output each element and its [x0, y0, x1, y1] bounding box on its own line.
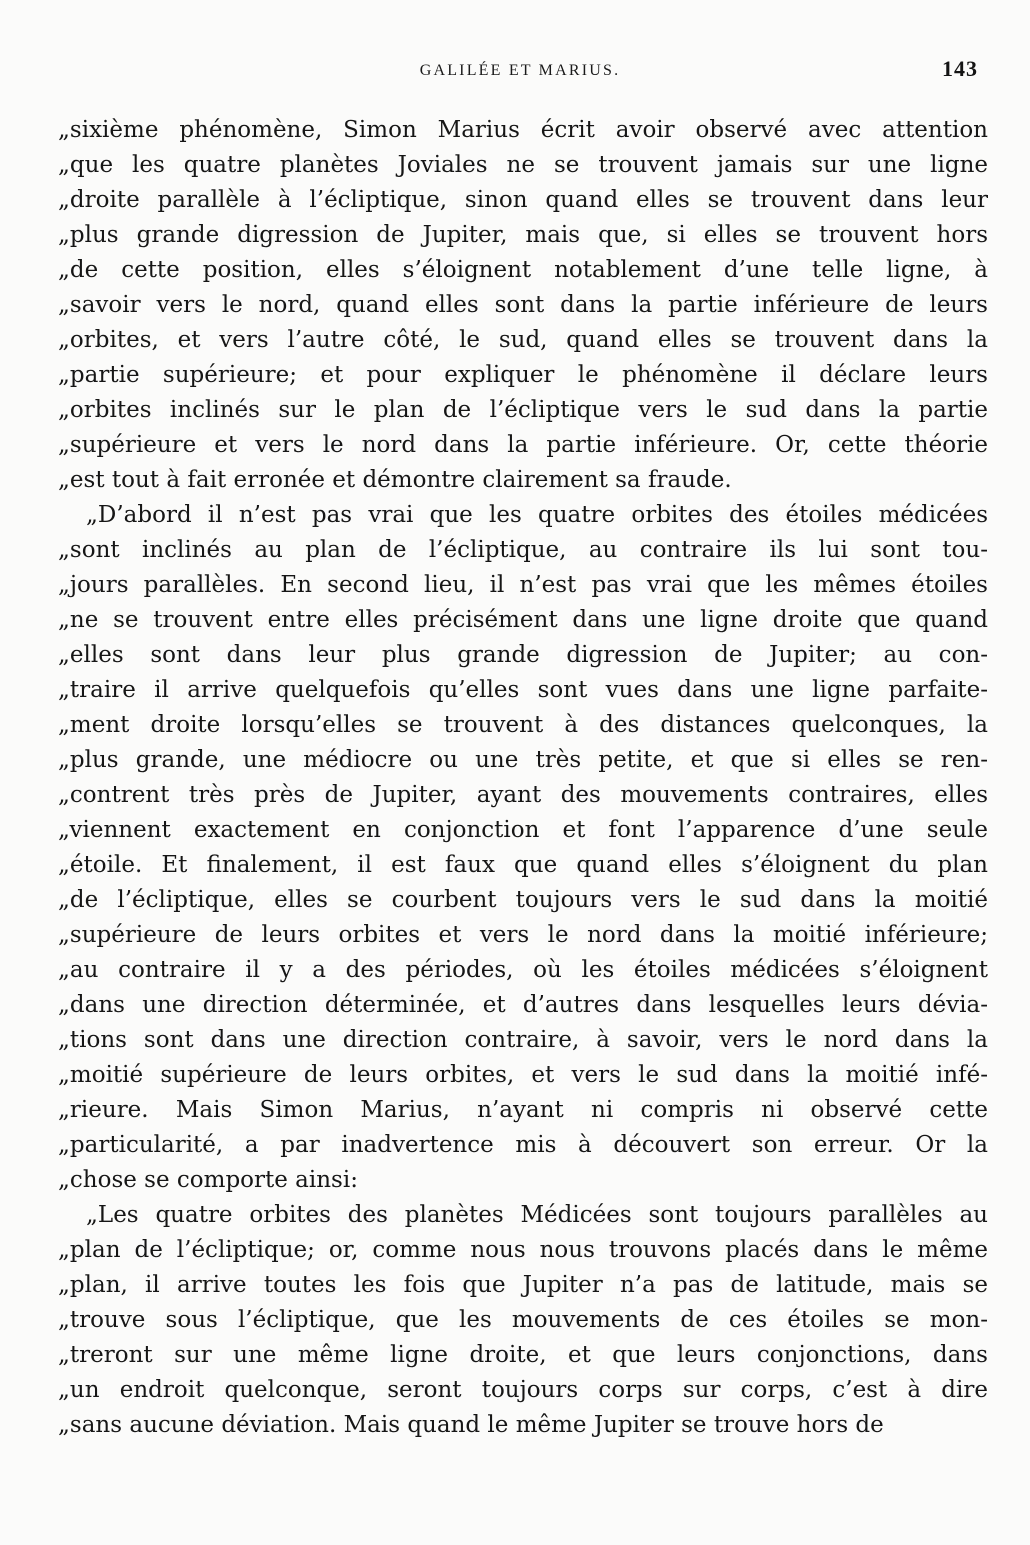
text-line: „traire il arrive quelquefois qu’elles sont vues dans une ligne parfaite- [58, 677, 988, 703]
text-line: „dans une direction déterminée, et d’autres dans lesquelles leurs dévia- [58, 992, 988, 1018]
text-line: „supérieure de leurs orbites et vers le nord dans la moitié inférieure; [58, 922, 988, 948]
page-number: 143 [942, 56, 978, 81]
text-line: „sont inclinés au plan de l’écliptique, au contraire ils lui sont tou- [58, 537, 988, 563]
text-line: „étoile. Et finalement, il est faux que quand elles s’éloignent du plan [58, 852, 988, 878]
text-line: „chose se comporte ainsi: [58, 1167, 358, 1193]
paragraph [58, 1198, 988, 1443]
text-line: „Les quatre orbites des planètes Médicées sont toujours parallèles au [86, 1202, 988, 1228]
text-line: „un endroit quelconque, seront toujours corps sur corps, c’est à dire [58, 1377, 988, 1403]
text-line: „particularité, a par inadvertence mis à découvert son erreur. Or la [58, 1132, 988, 1158]
text-line: „est tout à fait erronée et démontre clairement sa fraude. [58, 467, 732, 493]
text-line: „sixième phénomène, Simon Marius écrit avoir observé avec attention [58, 117, 988, 143]
paragraph [58, 113, 988, 498]
text-line: „plan, il arrive toutes les fois que Jupiter n’a pas de latitude, mais se [58, 1272, 988, 1298]
text-line: „ment droite lorsqu’elles se trouvent à des distances quelconques, la [58, 712, 988, 738]
body-text [58, 113, 988, 1443]
text-line: „partie supérieure; et pour expliquer le phénomène il déclare leurs [58, 362, 988, 388]
running-head-title: GALILÉE ET MARIUS. [419, 62, 621, 79]
text-line: „au contraire il y a des périodes, où les étoiles médicées s’éloignent [58, 957, 988, 983]
text-line: „contrent très près de Jupiter, ayant des mouvements contraires, elles [58, 782, 988, 808]
text-line: „supérieure et vers le nord dans la partie inférieure. Or, cette théorie [58, 432, 988, 458]
text-line: „viennent exactement en conjonction et font l’apparence d’une seule [58, 817, 988, 843]
text-line: „de l’écliptique, elles se courbent toujours vers le sud dans la moitié [58, 887, 988, 913]
text-line: „sans aucune déviation. Mais quand le même Jupiter se trouve hors de [58, 1412, 884, 1438]
paragraph [58, 498, 988, 1198]
text-line: „que les quatre planètes Joviales ne se trouvent jamais sur une ligne [58, 152, 988, 178]
text-line: „tions sont dans une direction contraire, à savoir, vers le nord dans la [58, 1027, 988, 1053]
text-line: „trouve sous l’écliptique, que les mouvements de ces étoiles se mon- [58, 1307, 988, 1333]
text-line: „plan de l’écliptique; or, comme nous nous trouvons placés dans le même [58, 1237, 988, 1263]
text-line: „orbites, et vers l’autre côté, le sud, quand elles se trouvent dans la [58, 327, 988, 353]
text-line: „rieure. Mais Simon Marius, n’ayant ni compris ni observé cette [58, 1097, 988, 1123]
text-line: „D’abord il n’est pas vrai que les quatre orbites des étoiles médicées [86, 502, 988, 528]
text-line: „plus grande, une médiocre ou une très petite, et que si elles se ren- [58, 747, 988, 773]
text-line: „savoir vers le nord, quand elles sont dans la partie inférieure de leurs [58, 292, 988, 318]
text-line: „de cette position, elles s’éloignent notablement d’une telle ligne, à [58, 257, 988, 283]
text-line: „moitié supérieure de leurs orbites, et vers le sud dans la moitié infé- [58, 1062, 988, 1088]
text-line: „jours parallèles. En second lieu, il n’est pas vrai que les mêmes étoiles [58, 572, 988, 598]
text-line: „droite parallèle à l’écliptique, sinon quand elles se trouvent dans leur [58, 187, 988, 213]
text-line: „ne se trouvent entre elles précisément dans une ligne droite que quand [58, 607, 988, 633]
text-line: „treront sur une même ligne droite, et que leurs conjonctions, dans [58, 1342, 988, 1368]
text-line: „plus grande digression de Jupiter, mais que, si elles se trouvent hors [58, 222, 988, 248]
text-line: „orbites inclinés sur le plan de l’écliptique vers le sud dans la partie [58, 397, 988, 423]
text-line: „elles sont dans leur plus grande digression de Jupiter; au con- [58, 642, 988, 668]
